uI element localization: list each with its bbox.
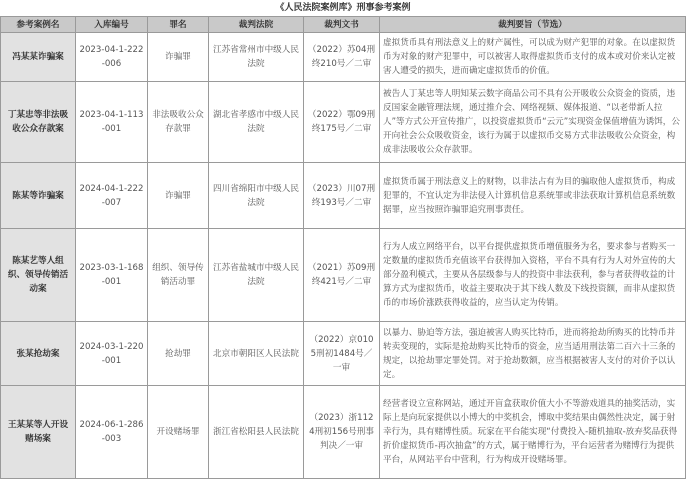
case-name-cell: 王某某等人开设赌场案: [1, 386, 76, 479]
charge-cell: 诈骗罪: [148, 33, 209, 82]
summary-cell: 虚拟货币属于刑法意义上的财物，以非法占有为目的骗取他人虚拟货币，构成犯罪的，不宜认定为非法侵入计算机信息系统罪或非法获取计算机信息系统数据罪，应当按照诈骗罪追究刑事责任。: [380, 163, 686, 229]
document-cell: （2023）浙1124刑初156号刑事判决／一审: [304, 386, 380, 479]
charge-cell: 非法吸收公众存款罪: [148, 82, 209, 163]
reference-case-table: [0, 16, 686, 479]
charge-cell: 诈骗罪: [148, 163, 209, 229]
column-header-summary: 裁判要旨（节选）: [380, 17, 686, 33]
court-cell: 四川省绵阳市中级人民法院: [209, 163, 304, 229]
column-header-charge: 罪名: [148, 17, 209, 33]
table-row: [1, 229, 686, 322]
case-name-cell: 张某抢劫案: [1, 322, 76, 386]
table-row: [1, 386, 686, 479]
document-cell: （2023）川07刑终193号／二审: [304, 163, 380, 229]
summary-cell: 虚拟货币具有刑法意义上的财产属性，可以成为财产犯罪的对象。在以虚拟货币为对象的财产犯罪中，可以被害人取得虚拟货币支付的成本或对价来认定被害人遭受的损失，进而确定虚拟货币的价值。: [380, 33, 686, 82]
charge-cell: 组织、领导传销活动罪: [148, 229, 209, 322]
court-cell: 浙江省松阳县人民法院: [209, 386, 304, 479]
court-cell: 江苏省盐城市中级人民法院: [209, 229, 304, 322]
case-name-cell: 丁某忠等非法吸收公众存款案: [1, 82, 76, 163]
column-header-court: 裁判法院: [209, 17, 304, 33]
entry-number-cell: 2023-03-1-168-001: [76, 229, 148, 322]
document-cell: （2022）鄂09刑终175号／二审: [304, 82, 380, 163]
entry-number-cell: 2023-04-1-222-006: [76, 33, 148, 82]
case-name-cell: 陈某等诈骗案: [1, 163, 76, 229]
case-name-cell: 陈某艺等人组织、领导传销活动案: [1, 229, 76, 322]
court-cell: 湖北省孝感市中级人民法院: [209, 82, 304, 163]
column-header-document: 裁判文书: [304, 17, 380, 33]
document-cell: （2022）苏04刑终210号／二审: [304, 33, 380, 82]
table-row: [1, 322, 686, 386]
court-cell: 江苏省常州市中级人民法院: [209, 33, 304, 82]
table-row: [1, 33, 686, 82]
document-cell: （2022）京0105刑初1484号／一审: [304, 322, 380, 386]
page-title: 《人民法院案例库》刑事参考案例: [275, 3, 411, 13]
summary-cell: 经营者设立宣称网站，通过开盲盒获取价值大小不等游戏道具的抽奖活动，实际上是向玩家提供以小博大的中奖机会，博取中奖结果由偶然性决定，属于射幸行为，具有赌博性质。玩家在平台能实现“付费投入-随机抽取-放弃奖品获得折价虚拟货币-再次抽盒”的方式，属于赌博行为，平台运营者为赌博行为提供平台，从网站平台中营利，行为构成开设赌场罪。: [380, 386, 686, 479]
summary-cell: 行为人成立网络平台，以平台提供虚拟货币增值服务为名，要求参与者购买一定数量的虚拟货币充值该平台获得加入资格，平台不具有行为人对外宣传的大部分盈利模式，主要从各层级参与人的投资中非法获利，参与者获得收益的计算方式为虚拟货币，收益主要取决于其下线人数及下线投资额，而非从虚拟货币的市场价涨跌获得收益的，应当认定为传销。: [380, 229, 686, 322]
summary-cell: 以暴力、胁迫等方法，强迫被害人购买比特币，进而将抢劫所购买的比特币并转卖变现的，实际是抢劫购买比特币的资金，应当适用刑法第二百六十三条的规定，以抢劫罪定罪处罚。对于抢劫数额，应当根据被害人支付的对价予以认定。: [380, 322, 686, 386]
table-row: [1, 82, 686, 163]
entry-number-cell: 2024-04-1-222-007: [76, 163, 148, 229]
document-cell: （2021）苏09刑终421号／二审: [304, 229, 380, 322]
court-cell: 北京市朝阳区人民法院: [209, 322, 304, 386]
table-row: [1, 163, 686, 229]
table-header-row: [1, 17, 686, 33]
entry-number-cell: 2024-06-1-286-003: [76, 386, 148, 479]
case-name-cell: 冯某某诈骗案: [1, 33, 76, 82]
entry-number-cell: 2024-03-1-220-001: [76, 322, 148, 386]
entry-number-cell: 2023-04-1-113-001: [76, 82, 148, 163]
charge-cell: 抢劫罪: [148, 322, 209, 386]
charge-cell: 开设赌场罪: [148, 386, 209, 479]
column-header-entry-number: 入库编号: [76, 17, 148, 33]
column-header-case-name: 参考案例名: [1, 17, 76, 33]
summary-cell: 被告人丁某忠等人明知某云数字商品公司不具有公开吸收公众资金的资质，违反国家金融管理法规，通过推介会、网络视频、媒体报道、“以老带新人拉人”等方式公开宣传推广，以投资虚拟货币“云元”实现资金保值增值为诱饵，公开向社会公众吸收资金，该行为属于以虚拟币交易方式非法吸收公众资金，构成非法吸收公众存款罪。: [380, 82, 686, 163]
